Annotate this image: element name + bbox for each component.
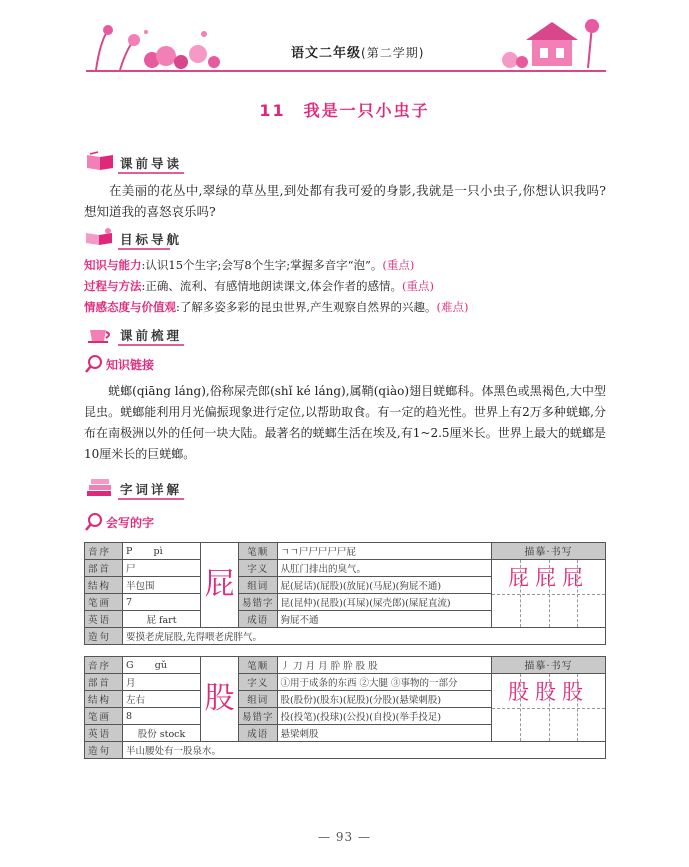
label-chengyu: 成语 [239,611,278,628]
label-zuci: 组词 [239,577,278,594]
goal-knowledge [84,256,606,274]
practice-grid [492,674,606,742]
section-preread [84,150,182,172]
meaning-value: ①用于成条的东西 ②大腿 ③事物的一部分 [277,674,491,691]
write-chars-label: 会写的字 [106,515,155,530]
radical-value: 尸 [123,560,201,577]
label-yinxu: 音序 [85,657,123,674]
words-value: 股(股份)(股东)(屁股)(分股)(悬梁刺股) [277,691,491,708]
stroke-order: ㄱㄱ尸尸尸尸尸屁 [277,543,491,560]
teacup-icon [84,322,118,344]
goal-tag: (重点) [402,279,435,293]
knowledge-link-paragraph: 蜣螂(qiāng láng),俗称屎壳郎(shǐ ké láng),属鞘(qiào)翅目蜣螂科。体黑色或黑褐色,大中型昆虫。蜣螂能利用月光偏振现象进行定位,以帮助取食。有一定的趋光性。世界上有2万多种蜣螂,分布在南极洲以外的任何一块大陆。最著名的蜣螂生活在埃及,有1~2.5厘米长。世界上最大的蜣螂是10厘米长的巨蜣螂。 [84,384,606,461]
lesson-number: 11 [259,101,286,120]
label-chengyu: 成语 [239,725,278,742]
char-table-gu [84,656,606,759]
label-ziyi: 字义 [239,674,278,691]
idiom-value: 悬梁刺股 [277,725,491,742]
page-header [86,22,606,72]
practice-chars: 股股股 [508,680,589,704]
stroke-order: 丿 刀 月 月 肸 肸 股 股 [277,657,491,674]
sentence-value: 要摸老虎屁股,先得喂老虎胖气。 [123,628,606,645]
stroke-count-value: 7 [123,594,201,611]
stroke-count-value: 8 [123,708,201,725]
english-value: 股份 stock [123,725,201,742]
section-words-label: 字词详解 [120,482,183,497]
pinyin-value: pì [153,545,163,557]
section-underline [118,344,184,346]
book-term: (第二学期) [361,46,425,60]
practice-chars: 屁屁屁 [508,566,589,590]
label-bihua: 笔画 [85,708,123,725]
cell-yinxu-pinyin [123,543,201,560]
confusable-value: 投(投笔)(投球)(公投)(自投)(举手投足) [277,708,491,725]
confusable-value: 昆(昆仲)(昆股)(耳屎)(屎壳郎)(屎屁直流) [277,594,491,611]
open-book-icon [84,226,118,248]
knowledge-link-heading [84,354,154,374]
practice-header: 描摹·书写 [492,543,606,560]
goal-attitude [84,298,606,316]
goal-label: 过程与方法 [84,279,142,293]
sentence-value: 半山腰处有一股泉水。 [123,742,606,759]
label-yinxu: 音序 [85,543,123,560]
label-yicuozi: 易错字 [239,594,278,611]
section-goals-label: 目标导航 [120,232,183,247]
label-bishun: 笔顺 [239,657,278,674]
section-goals [84,226,182,248]
label-zaoju: 造句 [85,742,123,759]
yinxu-value: G [126,659,134,671]
goal-process [84,277,606,295]
section-underline [118,172,184,174]
english-value: 屁 fart [123,611,201,628]
magnifier-icon [84,512,104,532]
right-house-decoration-icon [496,16,606,72]
goal-text: :认识15个生字;会写8个生字;掌握多音字“泡”。 [141,258,383,272]
stacked-books-icon [84,476,118,498]
goal-text: :了解多姿多彩的昆虫世界,产生观察自然界的兴趣。 [176,300,437,314]
pinyin-value: gǔ [154,659,167,671]
magnifier-icon [84,354,104,374]
label-bushou: 部首 [85,674,123,691]
practice-header: 描摹·书写 [492,657,606,674]
book-title [291,42,424,61]
yinxu-value: P [126,545,133,557]
words-value: 屁(屁话)(屁股)(放屁)(马屁)(狗屁不通) [277,577,491,594]
section-underline [118,498,184,500]
knowledge-link-label: 知识链接 [106,357,155,372]
goal-label: 知识与能力 [84,258,142,272]
book-icon [84,150,118,172]
radical-value: 月 [123,674,201,691]
label-ziyi: 字义 [239,560,278,577]
grid-line [492,708,605,709]
write-chars-heading [84,512,154,532]
section-sorting-label: 课前梳理 [120,328,183,343]
label-yingyu: 英语 [85,611,123,628]
section-preread-label: 课前导读 [120,156,183,171]
label-bihua: 笔画 [85,594,123,611]
label-zuci: 组词 [239,691,278,708]
label-bishun: 笔顺 [239,543,278,560]
header-divider [86,70,606,72]
left-flower-decoration-icon [86,22,236,72]
lesson-name: 我是一只小虫子 [303,101,430,120]
goal-tag: (重点) [382,258,415,272]
section-words [84,476,182,498]
big-char: 屁 [204,567,235,602]
label-zaoju: 造句 [85,628,123,645]
practice-grid [492,560,606,628]
structure-value: 左右 [123,691,201,708]
intro-paragraph: 在美丽的花丛中,翠绿的草丛里,到处都有我可爱的身影,我就是一只小虫子,你想认识我吗?想知道我的喜怒哀乐吗? [84,183,606,219]
book-subject: 语文二年级 [291,46,362,61]
practice-grid-box [492,674,605,741]
grid-line [492,594,605,595]
label-jiegou: 结构 [85,691,123,708]
cell-yinxu-pinyin [123,657,201,674]
big-char: 股 [204,681,235,716]
meaning-value: 从肛门排出的臭气。 [277,560,491,577]
big-char-cell [201,543,239,628]
page-number: — 93 — [318,830,371,844]
label-yicuozi: 易错字 [239,708,278,725]
section-sorting [84,322,182,344]
section-underline [118,248,170,250]
label-bushou: 部首 [85,560,123,577]
goal-tag: (难点) [436,300,469,314]
lesson-title [0,98,689,121]
goal-text: :正确、流利、有感情地朗读课文,体会作者的感情。 [141,279,403,293]
char-table-pi [84,542,606,645]
label-jiegou: 结构 [85,577,123,594]
label-yingyu: 英语 [85,725,123,742]
practice-grid-box [492,560,605,627]
idiom-value: 狗屁不通 [277,611,491,628]
big-char-cell [201,657,239,742]
goal-label: 情感态度与价值观 [84,300,176,314]
structure-value: 半包围 [123,577,201,594]
